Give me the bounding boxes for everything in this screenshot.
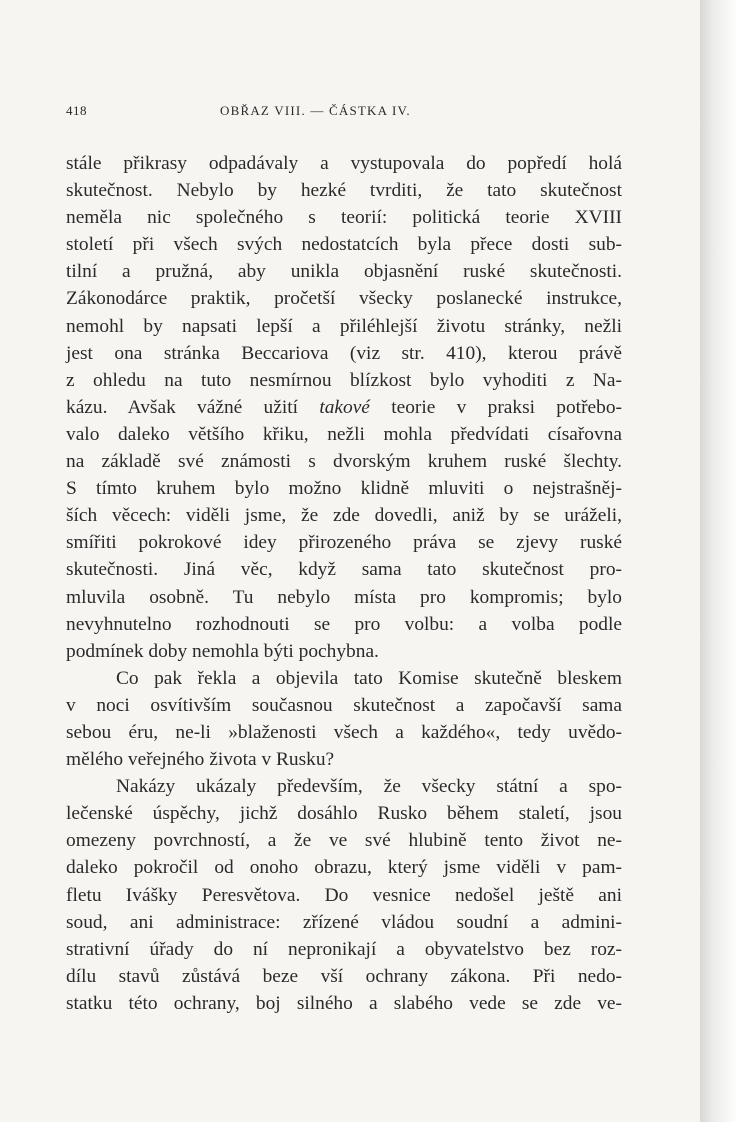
text-line	[66, 394, 622, 421]
body-text	[66, 150, 622, 1017]
paragraph	[66, 665, 622, 773]
running-head: OBŘAZ VIII. — ČÁSTKA IV.	[220, 103, 411, 118]
text-line: z ohledu na tuto nesmírnou blízkost bylo vyhoditi z Na-	[66, 369, 622, 391]
text-line: nemohl by napsati lepší a přiléhlejší životu stránky, nežli	[66, 315, 622, 337]
text-line: tilní a pružná, aby unikla objasnění ruské skutečnosti.	[66, 261, 622, 283]
text-line: fletu Ivášky Peresvětova. Do vesnice nedošel ještě ani	[66, 884, 622, 906]
text-line: soud, ani administrace: zřízené vládou soudní a admini-	[66, 911, 622, 933]
text-line: strativní úřady do ní nepronikají a obyvatelstvo bez roz-	[66, 938, 622, 960]
text-line: mělého veřejného života v Rusku?	[66, 749, 335, 771]
paragraph	[66, 773, 622, 1017]
text-segment: kázu. Avšak vážné užití	[66, 396, 320, 418]
page-edge	[700, 0, 738, 1122]
paragraph	[66, 150, 622, 665]
text-line: Co pak řekla a objevila tato Komise skutečně bleskem	[116, 667, 622, 689]
text-line: skutečnost. Nebylo by hezké tvrditi, že tato skutečnost	[66, 180, 622, 202]
text-line: nevyhnutelno rozhodnouti se pro volbu: a volba podle	[66, 613, 622, 635]
page-header	[66, 103, 626, 123]
text-line: daleko pokročil od onoho obrazu, který jsme viděli v pam-	[66, 857, 622, 879]
text-line: jest ona stránka Beccariova (viz str. 410), kterou právě	[66, 342, 622, 364]
emphasized-word: takové	[319, 396, 370, 418]
text-line: omezeny povrchností, a že ve své hlubině tento život ne-	[66, 830, 622, 852]
text-line: statku této ochrany, boj silného a slabého vede se zde ve-	[66, 992, 622, 1014]
text-line: mluvila osobně. Tu nebylo místa pro kompromis; bylo	[66, 586, 622, 608]
text-line: neměla nic společného s teorií: politická teorie XVIII	[66, 207, 622, 229]
text-line: smířiti pokrokové idey přirozeného práva se zjevy ruské	[66, 532, 622, 554]
text-line: sebou éru, ne-li »blaženosti všech a každého«, tedy uvědo-	[66, 721, 622, 743]
text-line: valo daleko většího křiku, nežli mohla předvídati císařovna	[66, 423, 622, 445]
text-line: Zákonodárce praktik, pročetší všecky poslanecké instrukce,	[66, 288, 622, 310]
text-line: dílu stavů zůstává beze vší ochrany zákona. Při nedo-	[66, 965, 622, 987]
page-number: 418	[66, 103, 87, 118]
text-line: skutečnosti. Jiná věc, když sama tato skutečnost pro-	[66, 559, 622, 581]
text-line: lečenské úspěchy, jichž dosáhlo Rusko během staletí, jsou	[66, 803, 622, 825]
text-line: stále přikrasy odpadávaly a vystupovala do popředí holá	[66, 153, 622, 174]
text-line: v noci osvítivším současnou skutečnost a započavší sama	[66, 694, 622, 716]
text-line: Nakázy ukázaly především, že všecky státní a spo-	[116, 776, 622, 798]
text-line: na základě své známosti s dvorským kruhem ruské šlechty.	[66, 451, 622, 473]
text-line: ších věcech: viděli jsme, že zde dovedli, aniž by se uráželi,	[66, 505, 622, 527]
text-segment: teorie v praksi potřebo-	[369, 396, 622, 418]
text-line: století při všech svých nedostatcích byla přece dosti sub-	[66, 234, 622, 256]
text-line: S tímto kruhem bylo možno klidně mluviti o nejstrašněj-	[66, 478, 622, 500]
text-line: podmínek doby nemohla býti pochybna.	[66, 640, 379, 662]
